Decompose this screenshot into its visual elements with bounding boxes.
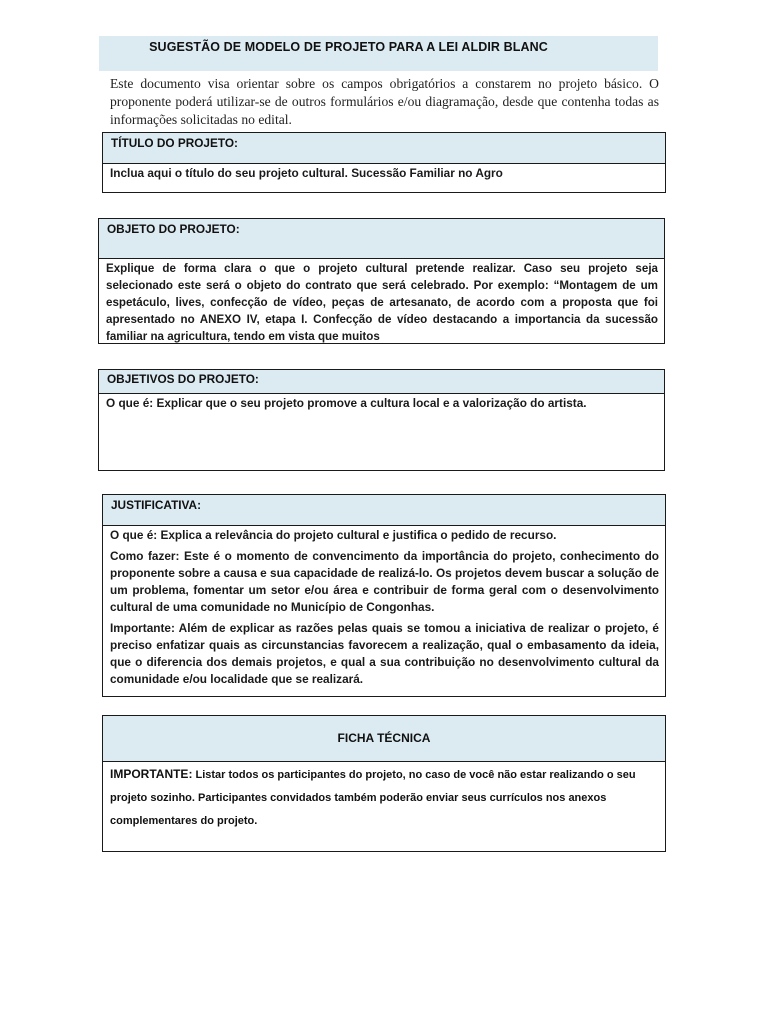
objeto-text: Explique de forma clara o que o projeto cultural pretende realizar. Caso seu projeto seja selecionado este será o objeto do contrato que será celebrado. Por exemplo: “Montagem de um espetáculo, lives, confecção de vídeo, peças de artesanato, de acordo com a proposta que foi apresentado no ANEXO IV, etapa I. Confecção de vídeo destacando a importancia da sucessão familiar na agricultura, tendo em vista que muitos [106, 262, 658, 343]
justificativa-text-3: Além de explicar as razões pelas quais se tomou a iniciativa de realizar o projeto, é preciso enfatizar quais as circunstancias favorecem a realização, qual o embasamento da ideia, que o diferencia dos demais projetos, e qual a sua contribuição no desenvolvimento cultural da comunidade e/ou localidade que se realizará. [110, 621, 659, 686]
justificativa-section [102, 494, 666, 697]
justificativa-text-2: Este é o momento de convencimento da importância do projeto, conhecimento do proponente sobre a causa e sua capacidade de realizá-lo. Os projetos devem buscar a solução de um problema, fomentar um setor e/ou área e contribuir de forma geral com o desenvolvimento cultural de uma comunidade no Município de Congonhas. [110, 549, 660, 614]
page-title: SUGESTÃO DE MODELO DE PROJETO PARA A LEI ALDIR BLANC [149, 40, 548, 54]
objetivos-body: Explicar que o seu projeto promove a cultura local e a valorização do artista. [153, 396, 587, 410]
ficha-tecnica-lead: IMPORTANTE: [110, 767, 193, 781]
ficha-tecnica-body: Listar todos os participantes do projeto, no caso de você não estar realizando o seu projeto sozinho. Participantes convidados também poderão enviar seus currículos nos anexos complementares do projeto. [110, 769, 636, 827]
justificativa-body [103, 526, 665, 688]
ficha-tecnica-text [103, 762, 665, 833]
justificativa-paragraph-2 [110, 548, 659, 616]
objeto-label: OBJETO DO PROJETO: [99, 219, 664, 259]
justificativa-paragraph-3 [110, 620, 659, 688]
ficha-tecnica-section [102, 715, 666, 852]
header-band [99, 36, 658, 71]
intro-paragraph: Este documento visa orientar sobre os campos obrigatórios a constarem no projeto básico. O proponente poderá utilizar-se de outros formulários e/ou diagramação, desde que contenha todas as informações solicitadas no edital. [110, 76, 659, 127]
objetivos-section [98, 369, 665, 471]
justificativa-lead-2: Como fazer: [110, 549, 180, 563]
objetivos-text [99, 394, 664, 412]
justificativa-lead-3: Importante: [110, 621, 175, 635]
justificativa-paragraph-1 [110, 527, 659, 544]
justificativa-lead-1: O que é: [110, 528, 158, 542]
justificativa-label: JUSTIFICATIVA: [103, 495, 665, 526]
titulo-section [102, 132, 666, 193]
titulo-label: TÍTULO DO PROJETO: [103, 133, 665, 164]
justificativa-text-1: Explica a relevância do projeto cultural e justifica o pedido de recurso. [157, 528, 557, 542]
ficha-tecnica-label: FICHA TÉCNICA [103, 716, 665, 762]
objeto-section [98, 218, 665, 344]
titulo-text: Inclua aqui o título do seu projeto cultural. Sucessão Familiar no Agro [110, 166, 503, 180]
objetivos-lead: O que é: [106, 396, 154, 410]
objetivos-label: OBJETIVOS DO PROJETO: [99, 370, 664, 394]
